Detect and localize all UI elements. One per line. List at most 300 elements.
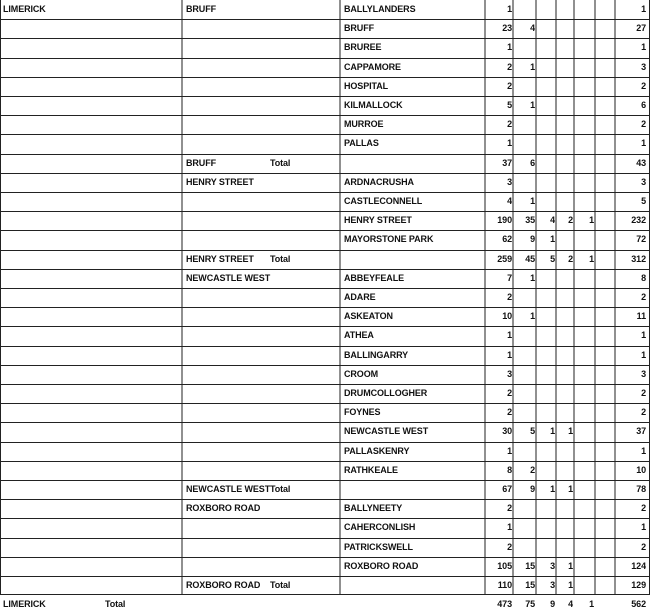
county-cell xyxy=(3,326,103,345)
count-col-2 xyxy=(514,115,535,134)
count-col-3 xyxy=(537,0,555,19)
count-col-1: 190 xyxy=(497,215,512,226)
count-col-4 xyxy=(557,134,573,153)
count-col-5 xyxy=(575,346,594,365)
station-cell xyxy=(344,480,484,499)
count-col-2 xyxy=(514,77,535,96)
count-col-6 xyxy=(596,154,614,173)
count-col-2 xyxy=(514,403,535,422)
count-col-4 xyxy=(557,19,573,38)
count-col-2: 1 xyxy=(530,100,535,110)
count-col-5 xyxy=(575,154,594,173)
county-cell xyxy=(3,19,103,38)
count-col-4 xyxy=(557,154,573,173)
count-col-5: 1 xyxy=(589,253,594,264)
count-col-3 xyxy=(537,38,555,57)
count-col-3 xyxy=(537,538,555,557)
count-col-4 xyxy=(557,365,573,384)
count-col-4 xyxy=(557,192,573,211)
district-total-label: Total xyxy=(270,253,291,264)
row-total: 312 xyxy=(631,253,646,264)
district-cell: HENRY STREET xyxy=(186,176,254,187)
county-cell xyxy=(3,403,103,422)
count-col-4 xyxy=(557,77,573,96)
count-col-6 xyxy=(596,557,614,576)
count-col-6 xyxy=(596,346,614,365)
row-total: 562 xyxy=(631,599,646,610)
table-row xyxy=(0,403,650,422)
station-cell: CASTLECONNELL xyxy=(344,196,423,206)
count-col-3 xyxy=(537,288,555,307)
table-row xyxy=(0,442,650,461)
station-cell xyxy=(344,154,484,173)
count-col-4 xyxy=(557,384,573,403)
count-col-1: 2 xyxy=(507,80,512,91)
district-total-label xyxy=(270,461,330,480)
station-cell: KILMALLOCK xyxy=(344,100,403,110)
district-total-label: Total xyxy=(270,484,291,494)
county-cell xyxy=(3,480,103,499)
count-col-3 xyxy=(537,307,555,326)
count-col-3 xyxy=(537,384,555,403)
district-total-label xyxy=(270,38,330,57)
count-col-2: 1 xyxy=(530,196,535,206)
count-col-2: 1 xyxy=(530,311,535,322)
count-col-2: 15 xyxy=(525,580,535,590)
count-col-2 xyxy=(514,538,535,557)
table-row xyxy=(0,557,650,576)
station-cell: CAHERCONLISH xyxy=(344,522,416,533)
count-col-2: 1 xyxy=(530,272,535,283)
count-col-2: 45 xyxy=(525,253,535,264)
count-col-3 xyxy=(537,173,555,192)
row-total: 3 xyxy=(641,368,646,379)
count-col-1: 67 xyxy=(502,484,512,494)
county-cell xyxy=(3,96,103,115)
count-col-4 xyxy=(557,442,573,461)
county-cell xyxy=(3,134,103,153)
count-col-4 xyxy=(557,461,573,480)
district-total-label xyxy=(270,192,330,211)
count-col-1: 105 xyxy=(497,560,512,571)
count-col-5 xyxy=(575,442,594,461)
district-cell: HENRY STREET xyxy=(186,253,254,264)
county-cell xyxy=(3,269,103,288)
table-row xyxy=(0,230,650,249)
count-col-5 xyxy=(575,173,594,192)
row-total: 2 xyxy=(641,541,646,552)
count-col-3: 3 xyxy=(550,560,555,571)
table-row xyxy=(0,115,650,134)
county-cell xyxy=(3,461,103,480)
station-cell: ROXBORO ROAD xyxy=(344,560,419,571)
table-row xyxy=(0,499,650,518)
count-col-4 xyxy=(557,538,573,557)
county-cell xyxy=(3,422,103,441)
table-row xyxy=(0,96,650,115)
count-col-5 xyxy=(575,288,594,307)
count-col-3 xyxy=(537,58,555,77)
district-total-label xyxy=(270,518,330,537)
row-total: 2 xyxy=(641,503,646,514)
station-cell: HOSPITAL xyxy=(344,80,389,91)
count-col-6 xyxy=(596,499,614,518)
count-col-5 xyxy=(575,58,594,77)
count-col-6 xyxy=(596,58,614,77)
row-total: 11 xyxy=(636,311,646,322)
count-col-2: 35 xyxy=(525,215,535,226)
row-total: 78 xyxy=(636,484,646,494)
count-col-4: 4 xyxy=(568,599,573,610)
count-col-6 xyxy=(596,230,614,249)
row-total: 232 xyxy=(631,215,646,226)
row-total: 8 xyxy=(641,272,646,283)
county-cell xyxy=(3,211,103,230)
station-cell: ARDNACRUSHA xyxy=(344,176,414,187)
count-col-1: 7 xyxy=(507,272,512,283)
row-total: 1 xyxy=(641,4,646,14)
count-col-1: 37 xyxy=(502,157,512,168)
count-col-4 xyxy=(557,403,573,422)
count-col-4 xyxy=(557,96,573,115)
district-cell: ROXBORO ROAD xyxy=(186,503,261,514)
count-col-2: 5 xyxy=(530,426,535,437)
district-total-label xyxy=(270,499,330,518)
county-cell xyxy=(3,499,103,518)
count-col-6 xyxy=(596,595,614,614)
count-col-5 xyxy=(575,518,594,537)
county-cell xyxy=(3,77,103,96)
county-cell xyxy=(3,115,103,134)
count-col-4: 1 xyxy=(568,426,573,437)
count-col-1: 2 xyxy=(507,61,512,72)
count-col-6 xyxy=(596,134,614,153)
row-total: 1 xyxy=(641,349,646,360)
row-total: 72 xyxy=(636,234,646,245)
count-col-1: 2 xyxy=(507,388,512,398)
count-col-6 xyxy=(596,192,614,211)
count-col-3 xyxy=(537,134,555,153)
count-col-6 xyxy=(596,115,614,134)
row-total: 2 xyxy=(641,388,646,398)
row-total: 3 xyxy=(641,61,646,72)
count-col-1: 5 xyxy=(507,100,512,110)
district-total-label xyxy=(270,422,330,441)
county-cell xyxy=(3,192,103,211)
count-col-6 xyxy=(596,96,614,115)
row-total: 6 xyxy=(641,100,646,110)
district-total-label: Total xyxy=(270,580,291,590)
row-total: 37 xyxy=(636,426,646,437)
count-col-4 xyxy=(557,115,573,134)
count-col-2 xyxy=(514,365,535,384)
count-col-4 xyxy=(557,0,573,19)
count-col-5 xyxy=(575,365,594,384)
district-cell: ROXBORO ROAD xyxy=(186,580,261,590)
count-col-4 xyxy=(557,288,573,307)
station-cell xyxy=(344,576,484,595)
district-total-label xyxy=(270,307,330,326)
count-col-5 xyxy=(575,134,594,153)
table-row xyxy=(0,480,650,499)
count-col-4: 2 xyxy=(568,215,573,226)
county-cell xyxy=(3,288,103,307)
count-col-3 xyxy=(537,461,555,480)
count-col-2 xyxy=(514,499,535,518)
station-cell xyxy=(344,595,484,614)
county-cell xyxy=(3,230,103,249)
table-row xyxy=(0,538,650,557)
table-row xyxy=(0,0,650,19)
count-col-2: 9 xyxy=(530,484,535,494)
count-col-6 xyxy=(596,173,614,192)
count-col-5 xyxy=(575,77,594,96)
table-row xyxy=(0,154,650,173)
station-cell: PALLASKENRY xyxy=(344,445,410,456)
count-col-5 xyxy=(575,230,594,249)
table-row xyxy=(0,269,650,288)
count-col-1: 8 xyxy=(507,464,512,475)
count-col-3: 1 xyxy=(550,484,555,494)
count-col-3 xyxy=(537,192,555,211)
count-col-3 xyxy=(537,77,555,96)
district-total-label xyxy=(270,58,330,77)
row-total: 2 xyxy=(641,119,646,130)
count-col-3 xyxy=(537,499,555,518)
count-col-5 xyxy=(575,403,594,422)
count-col-1: 23 xyxy=(502,23,512,34)
count-col-5 xyxy=(575,38,594,57)
count-col-3 xyxy=(537,442,555,461)
count-col-2: 75 xyxy=(525,599,535,610)
count-col-3 xyxy=(537,115,555,134)
station-cell: MURROE xyxy=(344,119,384,130)
district-total-label xyxy=(270,595,330,614)
count-col-6 xyxy=(596,480,614,499)
count-col-3 xyxy=(537,19,555,38)
county-cell xyxy=(3,38,103,57)
count-col-4 xyxy=(557,307,573,326)
count-col-1: 259 xyxy=(497,253,512,264)
station-cell: MAYORSTONE PARK xyxy=(344,234,434,245)
row-total: 1 xyxy=(641,330,646,341)
count-col-5 xyxy=(575,576,594,595)
table-row xyxy=(0,576,650,595)
count-col-4 xyxy=(557,38,573,57)
district-total-label xyxy=(270,269,330,288)
district-total-label xyxy=(270,557,330,576)
row-total: 2 xyxy=(641,80,646,91)
table-row xyxy=(0,77,650,96)
count-col-5 xyxy=(575,269,594,288)
count-col-1: 30 xyxy=(502,426,512,437)
count-col-1: 62 xyxy=(502,234,512,245)
table-row xyxy=(0,38,650,57)
count-col-3: 3 xyxy=(550,580,555,590)
count-col-5 xyxy=(575,192,594,211)
row-total: 10 xyxy=(636,464,646,475)
station-cell: ABBEYFEALE xyxy=(344,272,405,283)
count-col-6 xyxy=(596,326,614,345)
table-row xyxy=(0,365,650,384)
count-col-5 xyxy=(575,538,594,557)
station-cell: ADARE xyxy=(344,292,376,302)
count-col-1: 1 xyxy=(507,4,512,14)
county-cell xyxy=(3,58,103,77)
station-cell: RATHKEALE xyxy=(344,464,398,475)
table-row xyxy=(0,250,650,269)
table-row xyxy=(0,346,650,365)
table-row xyxy=(0,461,650,480)
count-col-5: 1 xyxy=(589,599,594,610)
count-col-6 xyxy=(596,77,614,96)
count-col-2 xyxy=(514,173,535,192)
count-col-6 xyxy=(596,384,614,403)
count-col-4 xyxy=(557,518,573,537)
count-col-5 xyxy=(575,384,594,403)
county-cell xyxy=(3,154,103,173)
district-total-label: Total xyxy=(270,157,291,168)
district-total-label xyxy=(270,384,330,403)
county-cell: LIMERICK xyxy=(3,599,46,610)
row-total: 1 xyxy=(641,42,646,53)
count-col-4 xyxy=(557,346,573,365)
county-cell xyxy=(3,173,103,192)
count-col-6 xyxy=(596,518,614,537)
count-col-1: 2 xyxy=(507,541,512,552)
district-total-label xyxy=(270,19,330,38)
count-col-6 xyxy=(596,422,614,441)
count-col-1: 2 xyxy=(507,119,512,130)
district-total-label xyxy=(270,288,330,307)
county-cell xyxy=(3,384,103,403)
table-row xyxy=(0,422,650,441)
count-col-3 xyxy=(537,154,555,173)
count-col-6 xyxy=(596,288,614,307)
district-total-label xyxy=(270,96,330,115)
table-row xyxy=(0,134,650,153)
table-row xyxy=(0,19,650,38)
count-col-6 xyxy=(596,307,614,326)
count-col-4 xyxy=(557,326,573,345)
count-col-2 xyxy=(514,288,535,307)
count-col-1: 3 xyxy=(507,176,512,187)
station-cell: PALLAS xyxy=(344,138,379,149)
county-cell xyxy=(3,538,103,557)
county-cell xyxy=(3,576,103,595)
count-col-6 xyxy=(596,211,614,230)
count-col-2: 1 xyxy=(530,61,535,72)
count-col-2: 9 xyxy=(530,234,535,245)
district-total-label xyxy=(270,211,330,230)
district-total-label xyxy=(270,538,330,557)
count-col-6 xyxy=(596,442,614,461)
county-cell xyxy=(3,557,103,576)
count-col-4 xyxy=(557,269,573,288)
table-row xyxy=(0,173,650,192)
count-col-4: 1 xyxy=(568,484,573,494)
county-cell xyxy=(3,518,103,537)
county-cell xyxy=(3,442,103,461)
row-total: 129 xyxy=(631,580,646,590)
count-col-3: 1 xyxy=(550,426,555,437)
station-cell: CAPPAMORE xyxy=(344,61,401,72)
count-col-1: 1 xyxy=(507,522,512,533)
district-total-label xyxy=(270,365,330,384)
county-cell xyxy=(3,346,103,365)
station-cell: CROOM xyxy=(344,368,378,379)
count-col-5 xyxy=(575,461,594,480)
table-row xyxy=(0,326,650,345)
count-col-2: 6 xyxy=(530,157,535,168)
count-col-1: 1 xyxy=(507,349,512,360)
count-col-3 xyxy=(537,403,555,422)
count-col-6 xyxy=(596,269,614,288)
count-col-2 xyxy=(514,326,535,345)
row-total: 124 xyxy=(631,560,646,571)
count-col-5 xyxy=(575,326,594,345)
count-col-2 xyxy=(514,346,535,365)
count-col-1: 2 xyxy=(507,292,512,302)
table-row xyxy=(0,58,650,77)
count-col-2 xyxy=(514,0,535,19)
district-cell: BRUFF xyxy=(186,157,216,168)
row-total: 27 xyxy=(636,23,646,34)
count-col-5 xyxy=(575,480,594,499)
count-col-4: 1 xyxy=(568,580,573,590)
count-col-2 xyxy=(514,518,535,537)
count-col-3: 5 xyxy=(550,253,555,264)
district-total-label xyxy=(270,115,330,134)
station-cell: ATHEA xyxy=(344,330,374,341)
count-col-4: 2 xyxy=(568,253,573,264)
count-col-6 xyxy=(596,538,614,557)
count-col-1: 1 xyxy=(507,138,512,149)
row-total: 1 xyxy=(641,445,646,456)
district-total-label xyxy=(270,230,330,249)
count-col-4 xyxy=(557,173,573,192)
count-col-1: 10 xyxy=(502,311,512,322)
count-col-6 xyxy=(596,0,614,19)
station-cell: BRUFF xyxy=(344,23,374,34)
count-col-2 xyxy=(514,384,535,403)
station-cell: ASKEATON xyxy=(344,311,393,322)
count-col-1: 1 xyxy=(507,445,512,456)
county-total-label: Total xyxy=(105,599,126,610)
count-col-3: 4 xyxy=(550,215,555,226)
count-col-1: 1 xyxy=(507,42,512,53)
table-row xyxy=(0,518,650,537)
count-col-6 xyxy=(596,365,614,384)
count-col-5 xyxy=(575,499,594,518)
count-col-2 xyxy=(514,38,535,57)
county-cell xyxy=(3,365,103,384)
county-cell xyxy=(3,250,103,269)
station-cell: BALLINGARRY xyxy=(344,349,409,360)
count-col-3 xyxy=(537,346,555,365)
station-cell: NEWCASTLE WEST xyxy=(344,426,429,437)
count-col-1: 110 xyxy=(497,580,512,590)
station-cell: FOYNES xyxy=(344,407,381,418)
count-col-3 xyxy=(537,518,555,537)
count-col-2: 15 xyxy=(525,560,535,571)
count-col-1: 3 xyxy=(507,368,512,379)
count-col-3: 1 xyxy=(550,234,555,245)
row-total: 1 xyxy=(641,522,646,533)
district-cell: BRUFF xyxy=(186,4,216,14)
row-total: 3 xyxy=(641,176,646,187)
count-col-1: 2 xyxy=(507,407,512,418)
